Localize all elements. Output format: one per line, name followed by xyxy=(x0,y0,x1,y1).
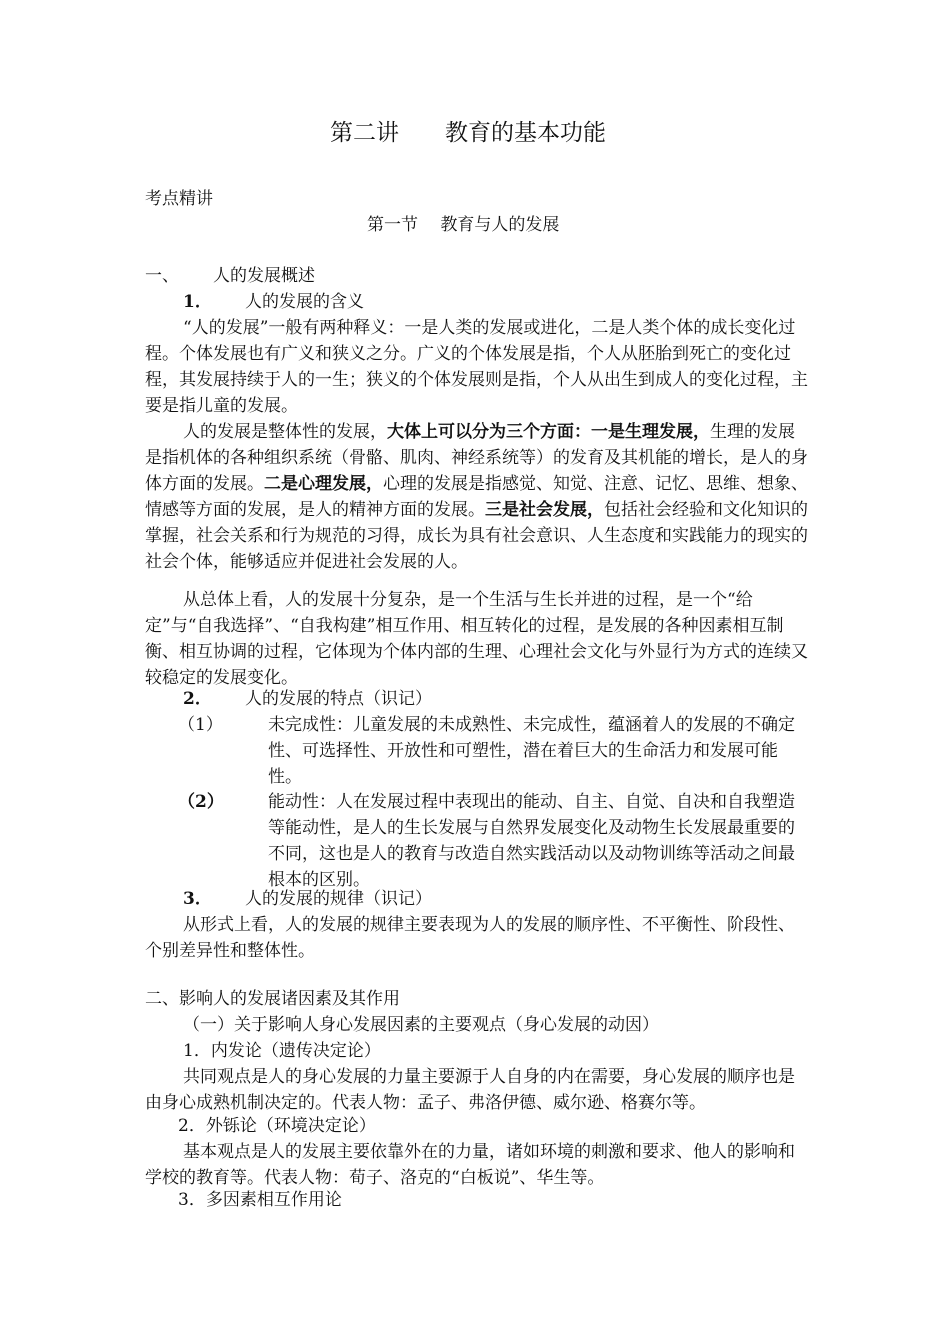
list-item-2-label: （2） xyxy=(178,792,224,812)
subheading-2-num: 2． xyxy=(183,689,212,709)
paragraph-meaning-text: “人的发展”一般有两种释义：一是人类的发展或进化，二是人类个体的成长变化过程。个体发展也有广义和狭义之分。广义的个体发展是指，个人从胚胎到死亡的变化过程，其发展持续于人的一生；狭义的个体发展则是指，个人从出生到成人的变化过程，主要是指儿童的发展。 xyxy=(145,318,808,416)
p2-bold-b: 大体上可以分为三个方面：一是生理发展， xyxy=(387,422,710,442)
paragraph-meaning xyxy=(145,315,810,419)
paragraph-three-aspects xyxy=(145,419,810,575)
theory-2-heading: 2．外铄论（环境决定论） xyxy=(178,1116,376,1136)
p2-bold-f: 三是社会发展， xyxy=(485,500,604,520)
theory-3-heading: 3．多因素相互作用论 xyxy=(178,1190,342,1210)
part2-subheading: （一）关于影响人身心发展因素的主要观点（身心发展的动因） xyxy=(183,1015,659,1035)
paragraph-rules-text: 从形式上看，人的发展的规律主要表现为人的发展的顺序性、不平衡性、阶段性、个别差异性和整体性。 xyxy=(145,915,795,961)
paragraph-theory-2-text: 基本观点是人的发展主要依靠外在的力量，诸如环境的刺激和要求、他人的影响和学校的教育等。代表人物：荀子、洛克的“白板说”、华生等。 xyxy=(145,1142,795,1188)
section-label-kaodian: 考点精讲 xyxy=(145,189,213,209)
subheading-3-num: 3． xyxy=(183,889,212,909)
paragraph-overall-text: 从总体上看，人的发展十分复杂，是一个生活与生长并进的过程，是一个“给定”与“自我选择”、“自我构建”相互作用、相互转化的过程，是发展的各种因素相互制衡、相互协调的过程，它体现为个体内部的生理、心理社会文化与外显行为方式的连续又较稳定的发展变化。 xyxy=(145,590,808,688)
paragraph-rules xyxy=(145,912,810,964)
paragraph-theory-1-text: 共同观点是人的身心发展的力量主要源于人自身的内在需要，身心发展的顺序也是由身心成熟机制决定的。代表人物：孟子、弗洛伊德、威尔逊、格赛尔等。 xyxy=(145,1067,795,1113)
paragraph-overall xyxy=(145,587,810,691)
page-title: 第二讲 教育的基本功能 xyxy=(330,120,606,146)
p2-part-a: 人的发展是整体性的发展， xyxy=(183,422,387,442)
list-item-1-text: 未完成性：儿童发展的未成熟性、未完成性，蕴涵着人的发展的不确定性、可选择性、开放性和可塑性，潜在着巨大的生命活力和发展可能性。 xyxy=(268,715,795,787)
part1-heading: 人的发展概述 xyxy=(213,266,315,286)
part1-heading-num: 一、 xyxy=(145,266,179,286)
subheading-2: 人的发展的特点（识记） xyxy=(245,689,432,709)
theory-1-heading: 1．内发论（遗传决定论） xyxy=(183,1041,381,1061)
subheading-1: 人的发展的含义 xyxy=(245,292,364,312)
list-item-2-text: 能动性：人在发展过程中表现出的能动、自主、自觉、自决和自我塑造等能动性，是人的生长发展与自然界发展变化及动物生长发展最重要的不同，这也是人的教育与改造自然实践活动以及动物训练等活动之间最根本的区别。 xyxy=(268,792,795,890)
paragraph-theory-1 xyxy=(145,1064,810,1116)
p2-bold-d: 二是心理发展， xyxy=(264,474,383,494)
subheading-1-num: 1． xyxy=(183,292,212,312)
section-heading: 第一节 教育与人的发展 xyxy=(367,215,560,235)
p2-part-e: 心理的发展是指感觉、知觉、注意、记忆、思维、想象、情感等方面的发展，是人的精神方面的发展。 xyxy=(145,474,808,520)
p2-part-g: 包括社会经验和文化知识的掌握，社会关系和行为规范的习得，成长为具有社会意识、人生态度和实践能力的现实的社会个体，能够适应并促进社会发展的人。 xyxy=(145,500,808,572)
paragraph-theory-2 xyxy=(145,1139,810,1191)
subheading-3: 人的发展的规律（识记） xyxy=(245,889,432,909)
list-item-1-label: （1） xyxy=(178,715,223,735)
part2-heading: 二、影响人的发展诸因素及其作用 xyxy=(145,989,400,1009)
p2-part-c: 生理的发展是指机体的各种组织系统（骨骼、肌肉、神经系统等）的发育及其机能的增长，是人的身体方面的发展。 xyxy=(145,422,808,494)
